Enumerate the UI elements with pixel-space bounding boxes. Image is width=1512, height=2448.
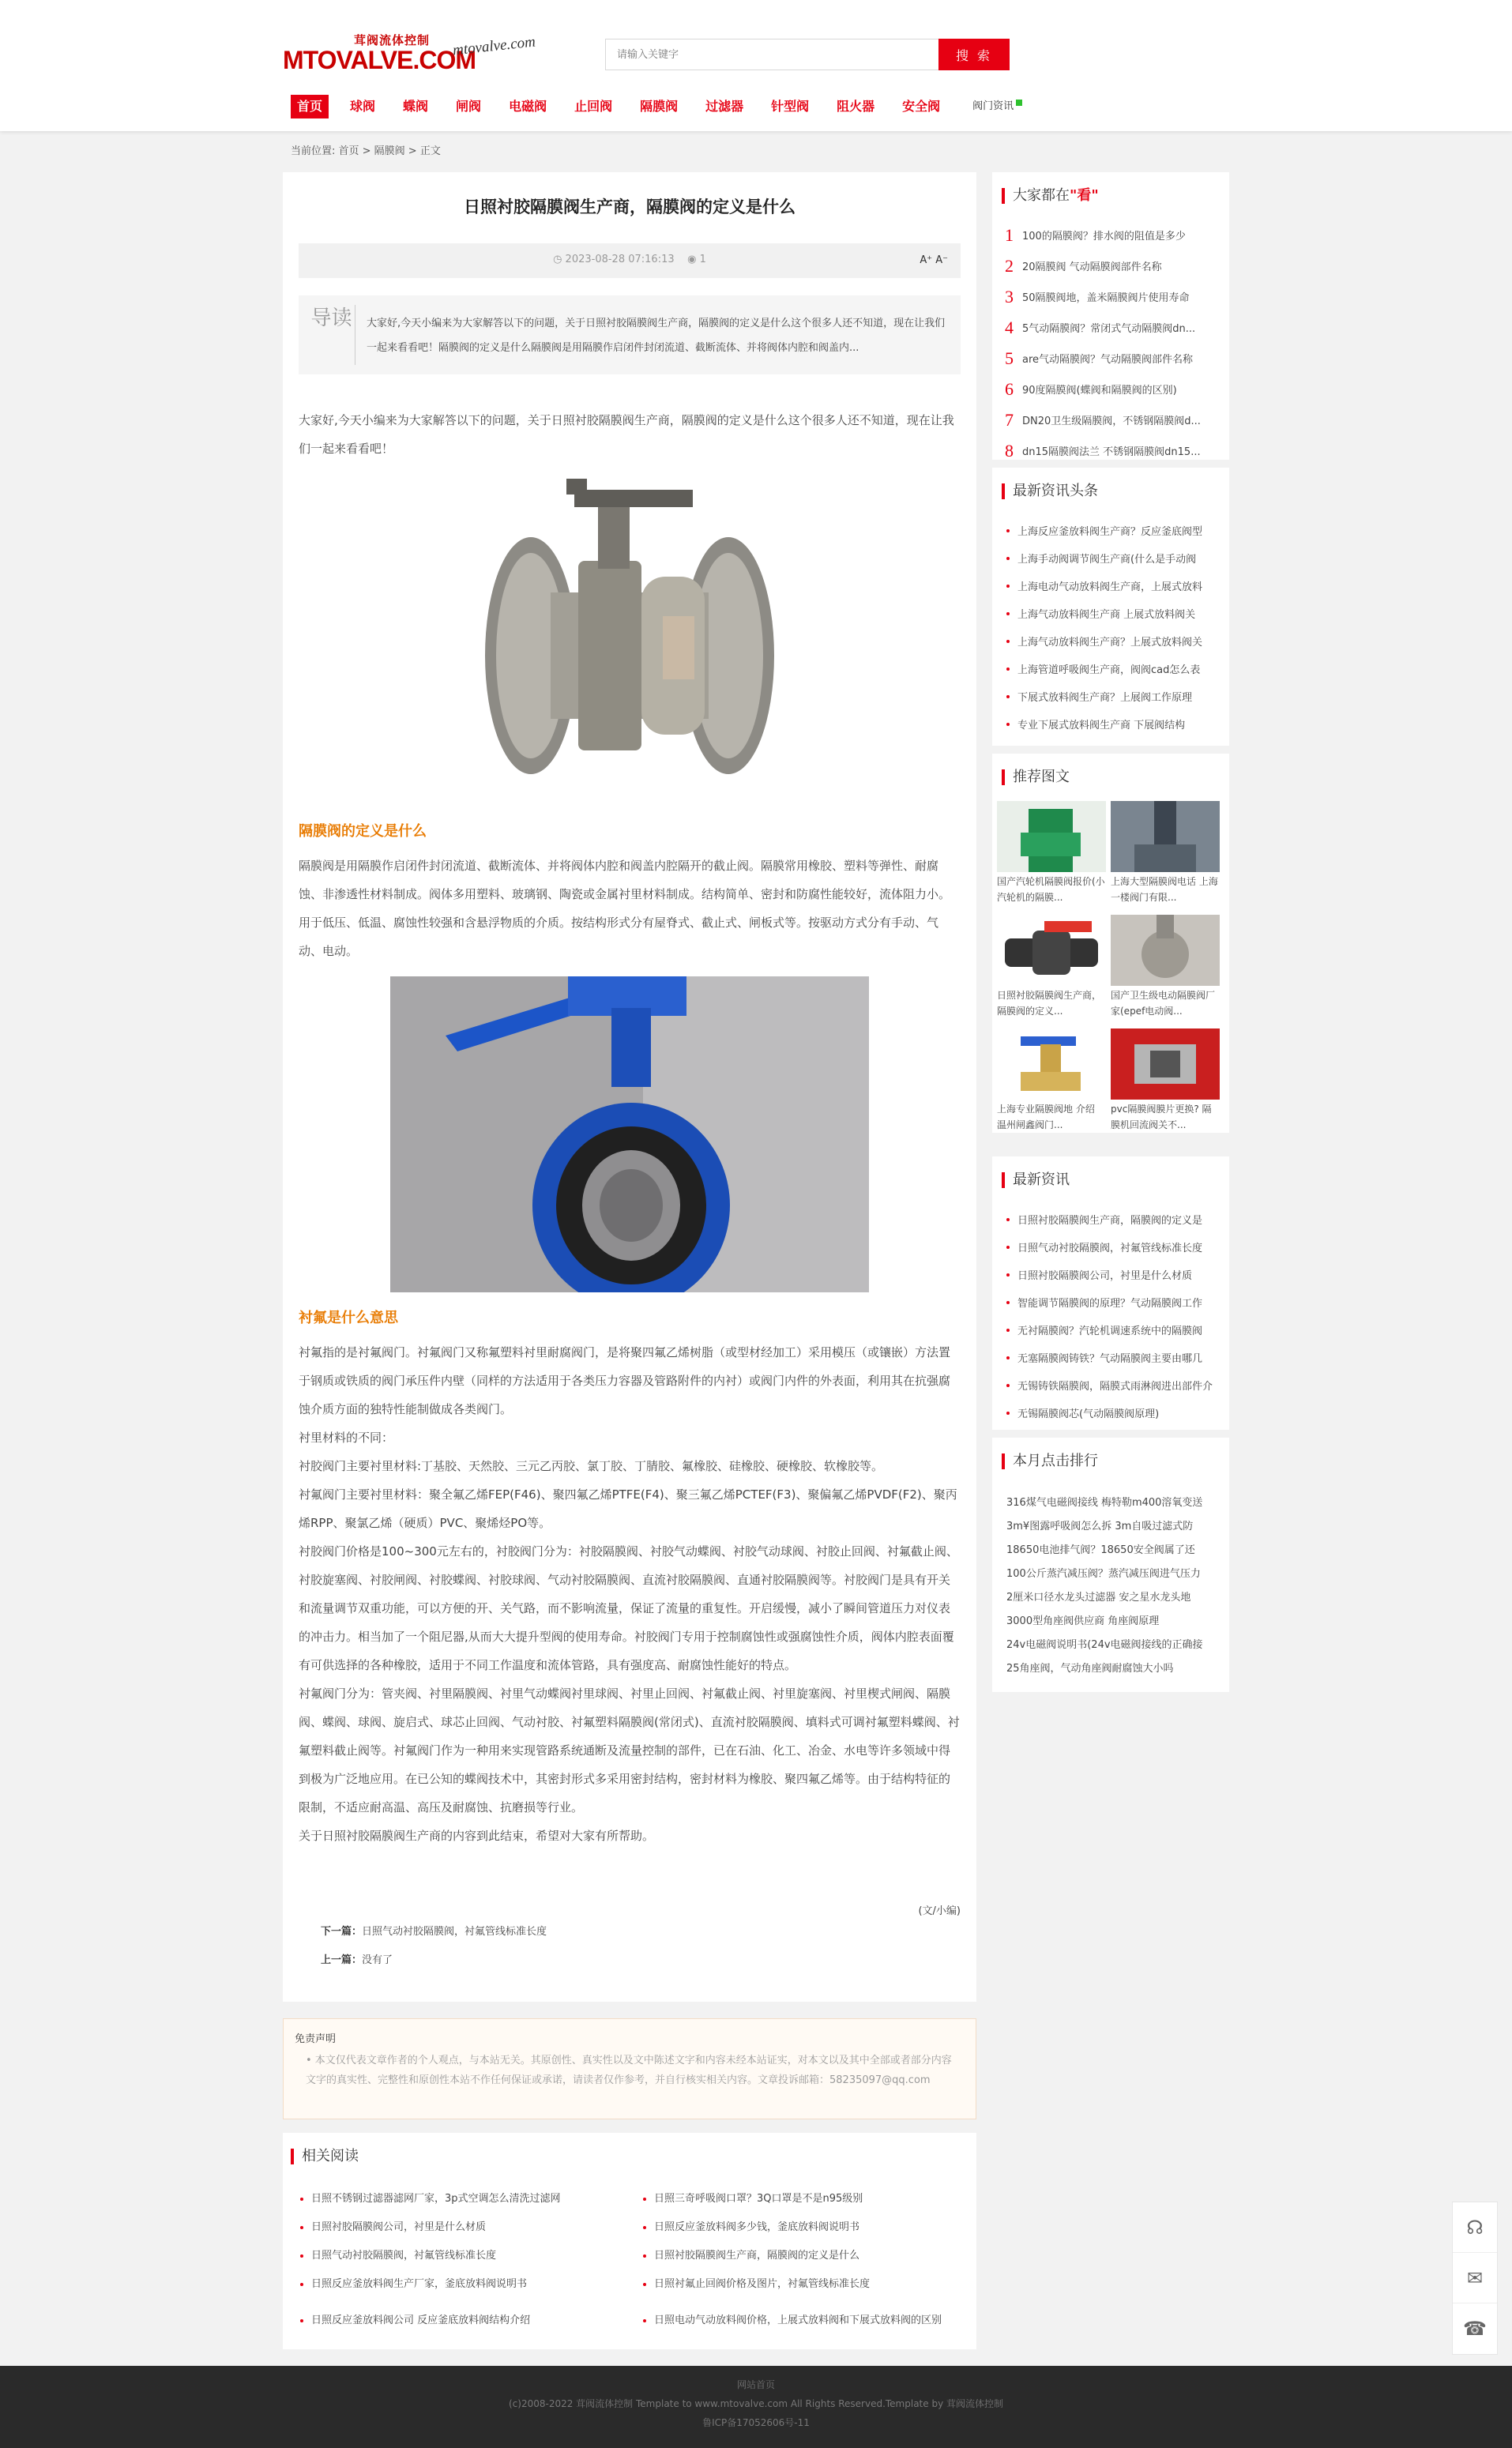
news-link[interactable]: 上海管道呼吸阀生产商，阀阀cad怎么表 [1017, 664, 1201, 676]
bullet-icon [1006, 1412, 1010, 1415]
article-date: 2023-08-28 07:16:13 [565, 254, 675, 265]
bullet-icon [1006, 557, 1010, 560]
bullet-icon [643, 2283, 646, 2286]
list-item[interactable] [1006, 1261, 1223, 1288]
list-item[interactable] [1006, 1371, 1223, 1399]
paragraph: 衬氟阀门分为：管夹阀、衬里隔膜阀、衬里气动蝶阀衬里球阀、衬里止回阀、衬氟截止阀、衬里旋塞阀、衬里楔式闸阀、隔膜阀、蝶阀、球阀、旋启式、球芯止回阀、气动衬胶、衬氟塑料隔膜阀(常闭式)、直流衬胶隔膜阀、填料式可调衬氟塑料蝶阀、衬氟塑料截止阀等。衬氟阀门作为一种用来实现管路系统通断及流量控制的部件，已在石油、化工、冶金、水电等许多领域中得到极为广泛地应用。在已公知的蝶阀技术中，其密封形式多采用密封结构，密封材料为橡胶、聚四氟乙烯等。由于结构特征的限制，不适应耐高温、高压及耐腐蚀、抗磨损等行业。 [299, 1687, 960, 1814]
related-list-right [643, 2185, 959, 2343]
news-link[interactable]: 上海反应釜放料阀生产商？反应釜底阀型 [1017, 526, 1203, 538]
related-link[interactable]: 日照反应釜放料阀生产厂家，釜底放料阀说明书 [311, 2278, 528, 2290]
bullet-icon [1006, 667, 1010, 671]
nav-item-diaphragm-valve[interactable]: 隔膜阀 [640, 99, 679, 114]
bullet-icon [1006, 1218, 1010, 1221]
headset-icon[interactable]: ☊ [1453, 2202, 1497, 2253]
rank-number: 8 [1005, 440, 1014, 461]
picture-caption: pvc隔膜阀膜片更换? 隔膜机回流阀关不... [1111, 1104, 1212, 1130]
related-link[interactable]: 日照不锈钢过滤器滤网厂家，3p式空调怎么清洗过滤网 [311, 2193, 561, 2205]
picture-card[interactable] [1111, 915, 1220, 1019]
picture-caption: 国产卫生级电动隔膜阀厂家(epef电动阀... [1111, 990, 1216, 1017]
list-item[interactable] [643, 2213, 959, 2242]
picture-caption: 日照衬胶隔膜阀生产商，隔膜阀的定义... [997, 990, 1102, 1017]
related-link[interactable]: 日照反应釜放料阀多少钱，釜底放料阀说明书 [654, 2221, 860, 2233]
new-badge-icon [1016, 100, 1022, 106]
rank-number: 6 [1005, 378, 1014, 399]
picture-caption: 国产汽轮机隔膜阀报价(小汽轮机的隔膜... [997, 876, 1105, 903]
list-item[interactable]: 25角座阀，气动角座阀耐腐蚀大小吗 [1006, 1663, 1174, 1675]
bullet-icon [300, 2319, 303, 2322]
sidebar-hot-title [1002, 188, 1099, 204]
related-link[interactable]: 日照衬氟止回阀价格及图片，衬氟管线标准长度 [654, 2278, 871, 2290]
hot-link[interactable]: 20隔膜阀 气动隔膜阀部件名称 [1022, 261, 1162, 273]
sidebar-hot [992, 172, 1229, 460]
picture-caption: 上海大型隔膜阀电话 上海一楼阀门有限... [1111, 876, 1218, 903]
rank-list [1006, 1491, 1223, 1681]
list-item[interactable] [300, 2213, 632, 2242]
bullet-icon [1006, 529, 1010, 532]
news-link[interactable]: 下展式放料阀生产商？上展阀工作原理 [1017, 692, 1193, 704]
floating-toolbar [1452, 2202, 1498, 2355]
list-item[interactable] [300, 2242, 632, 2270]
picture-thumb [1111, 801, 1220, 872]
bullet-icon [643, 2226, 646, 2229]
disclaimer-title: 免责声明 [295, 2033, 337, 2045]
list-item[interactable] [1005, 404, 1223, 435]
paragraph: 衬胶阀门主要衬里材料:丁基胶、天然胶、三元乙丙胶、氯丁胶、丁腈胶、氟橡胶、硅橡胶、硬橡胶、软橡胶等。 [299, 1459, 884, 1473]
bullet-icon [1006, 1329, 1010, 1332]
list-item[interactable] [1005, 374, 1223, 404]
bullet-icon [300, 2226, 303, 2229]
rank-number: 5 [1005, 348, 1014, 368]
bullet-icon [300, 2254, 303, 2258]
bullet-icon [1006, 640, 1010, 643]
bullet-icon [1006, 1246, 1010, 1249]
list-item[interactable] [1006, 517, 1223, 544]
list-item[interactable] [1005, 312, 1223, 343]
nav-item-gate-valve[interactable]: 闸阀 [456, 99, 482, 114]
font-size-toggle[interactable]: A⁺ A⁻ [920, 254, 948, 266]
list-item[interactable] [1005, 250, 1223, 281]
prev-label: 上一篇： [321, 1954, 363, 1966]
article-body [299, 406, 961, 1850]
related-link[interactable]: 日照衬胶隔膜阀生产商，隔膜阀的定义是什么 [654, 2250, 860, 2262]
related-link[interactable]: 日照衬胶隔膜阀公司，衬里是什么材质 [311, 2221, 487, 2233]
bullet-icon [1006, 1301, 1010, 1304]
prev-article-link[interactable]: 没有了 [362, 1954, 393, 1966]
picture-thumb [1111, 1028, 1220, 1100]
list-item[interactable] [300, 2299, 632, 2343]
latest-link[interactable]: 无塞隔膜阀铸铁？气动隔膜阀主要由哪几 [1017, 1353, 1203, 1365]
article-title: 日照衬胶隔膜阀生产商，隔膜阀的定义是什么 [464, 197, 795, 216]
eye-icon: ◉ [687, 254, 697, 265]
site-header [0, 0, 1512, 131]
logo-wordmark: MTOVALVE.COM [283, 46, 476, 74]
list-item[interactable] [643, 2299, 959, 2343]
list-item[interactable] [1006, 600, 1223, 627]
bullet-icon [1006, 1384, 1010, 1387]
nav-item-filter[interactable]: 过滤器 [705, 99, 744, 114]
list-item[interactable] [1005, 220, 1223, 250]
paragraph: 大家好,今天小编来为大家解答以下的问题，关于日照衬胶隔膜阀生产商，隔膜阀的定义是什么这个很多人还不知道，现在让我们一起来看看吧！ [299, 413, 954, 456]
search-button[interactable]: 搜 索 [938, 39, 1010, 70]
list-item[interactable] [1006, 627, 1223, 655]
paragraph: 衬氟阀门主要衬里材料：聚全氟乙烯FEP(F46)、聚四氟乙烯PTFE(F4)、聚三氟乙烯PCTEF(F3)、聚偏氟乙烯PVDF(F2)、聚丙烯RPP、聚氯乙烯（硬质）PVC、聚烯烃PO等。 [299, 1487, 957, 1530]
nav-item-safety-valve[interactable]: 安全阀 [902, 99, 941, 114]
article-views: 1 [699, 254, 706, 265]
paragraph: 衬氟指的是衬氟阀门。衬氟阀门又称氟塑料衬里耐腐阀门，是将聚四氟乙烯树脂（或型材经加工）采用模压（或镶嵌）方法置于钢质或铁质的阀门承压件内壁（同样的方法适用于各类压力容器及管路附件的内衬）或阀门内件的外表面，利用其在抗强腐蚀介质方面的独特性能制做成各类阀门。 [299, 1345, 951, 1416]
list-item[interactable] [1005, 343, 1223, 374]
nav-item-valve-news-label: 阀门资讯 [972, 100, 1014, 112]
list-item[interactable] [1006, 710, 1223, 738]
latest-link[interactable]: 日照衬胶隔膜阀公司，衬里是什么材质 [1017, 1270, 1193, 1282]
rank-number: 4 [1005, 317, 1014, 337]
list-item[interactable] [1006, 655, 1223, 683]
rank-number: 7 [1005, 409, 1014, 430]
list-item[interactable] [300, 2270, 632, 2299]
bullet-icon [643, 2198, 646, 2201]
clock-icon: ◷ [553, 254, 562, 265]
footer-icp[interactable]: 鲁ICP备17052606号-11 [702, 2417, 810, 2428]
latest-link[interactable]: 智能调节隔膜阀的原理？气动隔膜阀工作 [1017, 1298, 1203, 1310]
picture-card[interactable] [1111, 801, 1220, 905]
list-item[interactable] [643, 2270, 959, 2299]
related-link[interactable]: 日照三奇呼吸阀口罩？3Q口罩是不是n95级别 [654, 2193, 863, 2205]
sidebar-pics-title: 推荐图文 [1002, 769, 1070, 785]
bullet-icon [1006, 723, 1010, 726]
picture-thumb [997, 801, 1106, 872]
list-item[interactable] [1005, 281, 1223, 312]
sidebar-rank-title: 本月点击排行 [1002, 1453, 1098, 1469]
disclaimer-text: • 本文仅代表文章作者的个人观点，与本站无关。其原创性、真实性以及文中陈述文字和内容未经本站证实，对本文以及其中全部或者部分内容文字的真实性、完整性和原创性本站不作任何保证或承诺，请读者仅作参考，并自行核实相关内容。文章投诉邮箱：58235097@qq.com [306, 2055, 952, 2086]
list-item[interactable] [643, 2242, 959, 2270]
bullet-icon [1006, 612, 1010, 615]
latest-link[interactable]: 日照衬胶隔膜阀生产商，隔膜阀的定义是 [1017, 1215, 1203, 1227]
nav-item-flame-arrester[interactable]: 阻火器 [837, 99, 875, 114]
footer-copyright: (c)2008-2022 茸阀流体控制 Template to www.mtovalve.com All Rights Reserved.Template by 茸阀流体控制 [509, 2398, 1003, 2409]
lead-text: 大家好,今天小编来为大家解答以下的问题，关于日照衬胶隔膜阀生产商，隔膜阀的定义是什么这个很多人还不知道，现在让我们一起来看看吧！隔膜阀的定义是什么隔膜阀是用隔膜作启闭件封闭流道、截断流体、并将阀体内腔和阀盖内... [367, 318, 946, 354]
nav-item-needle-valve[interactable]: 针型阀 [771, 99, 810, 114]
latest-link[interactable]: 无衬隔膜阀？汽轮机调速系统中的隔膜阀 [1017, 1326, 1203, 1337]
rank-number: 1 [1005, 224, 1014, 245]
related-link[interactable]: 日照电动气动放料阀价格，上展式放料阀和下展式放料阀的区别 [654, 2315, 942, 2326]
list-item[interactable] [643, 2185, 959, 2213]
list-item[interactable]: 2厘米口径水龙头过滤器 安之星水龙头地 [1006, 1592, 1191, 1604]
nav-item-valve-news[interactable] [966, 95, 1029, 118]
rank-number: 3 [1005, 286, 1014, 306]
next-label: 下一篇： [321, 1926, 363, 1938]
list-item[interactable] [1005, 435, 1223, 466]
bullet-icon [643, 2319, 646, 2322]
section-heading: 隔膜阀的定义是什么 [299, 823, 427, 840]
site-footer [0, 2366, 1512, 2448]
list-item[interactable] [1006, 1233, 1223, 1261]
bullet-icon [1006, 585, 1010, 588]
paragraph: 关于日照衬胶隔膜阀生产商的内容到此结束，希望对大家有所帮助。 [299, 1829, 655, 1843]
sidebar-pictures [992, 754, 1229, 1133]
hot-link[interactable]: dn15隔膜阀法兰 不锈钢隔膜阀dn15... [1022, 446, 1201, 458]
news-link[interactable]: 上海气动放料阀生产商？上展式放料阀关 [1017, 637, 1203, 649]
wechat-icon[interactable]: ✉ [1453, 2253, 1497, 2303]
disclaimer-box [283, 2018, 976, 2119]
butterfly-valve-image [390, 976, 869, 1292]
sidebar-news [992, 468, 1229, 746]
sidebar-hot-title-highlight: "看" [1070, 187, 1099, 204]
news-link[interactable]: 上海气动放料阀生产商 上展式放料阀关 [1017, 609, 1196, 621]
related-reading [283, 2133, 976, 2349]
latest-list [1006, 1205, 1223, 1427]
list-item[interactable]: 316煤气电磁阀接线 梅特勒m400溶氧变送 [1006, 1497, 1203, 1509]
hot-list [1005, 220, 1223, 466]
latest-link[interactable]: 日照气动衬胶隔膜阀，衬氟管线标准长度 [1017, 1243, 1203, 1254]
list-item[interactable]: 3m¥图露呼吸阀怎么拆 3m自吸过滤式防 [1006, 1521, 1194, 1532]
footer-home-link[interactable]: 网站首页 [736, 2379, 775, 2390]
rank-number: 2 [1005, 255, 1014, 276]
list-item[interactable]: 18650电池排气阀？18650安全阀属了还 [1006, 1544, 1195, 1556]
latest-link[interactable]: 无锡铸铁隔膜阀，隔膜式雨淋阀进出部件介 [1017, 1381, 1213, 1393]
news-link[interactable]: 专业下展式放料阀生产商 下展阀结构 [1017, 720, 1186, 731]
list-item[interactable] [1006, 683, 1223, 710]
related-link[interactable]: 日照反应釜放料阀公司 反应釜底放料阀结构介绍 [311, 2315, 531, 2326]
sidebar-news-title: 最新资讯头条 [1002, 483, 1098, 499]
picture-thumb [1111, 915, 1220, 986]
paragraph: 隔膜阀是用隔膜作启闭件封闭流道、截断流体、并将阀体内腔和阀盖内腔隔开的截止阀。隔膜常用橡胶、塑料等弹性、耐腐蚀、非渗透性材料制成。阀体多用塑料、玻璃钢、陶瓷或金属衬里材料制成。结构简单、密封和防腐性能较好，流体阻力小。用于低压、低温、腐蚀性较强和含悬浮物质的介质。按结构形式分有屋脊式、截止式、闸板式等。按驱动方式分有手动、气动、电动。 [299, 859, 951, 958]
bullet-icon [300, 2198, 303, 2201]
lead-mark: 导读 [308, 305, 355, 365]
search-input[interactable] [605, 39, 940, 70]
hot-link[interactable]: 100的隔膜阀？排水阀的阻值是多少 [1022, 231, 1186, 243]
list-item[interactable]: 24v电磁阀说明书(24v电磁阀接线的正确接 [1006, 1639, 1203, 1651]
list-item[interactable] [1006, 572, 1223, 600]
list-item[interactable] [300, 2185, 632, 2213]
bullet-icon [1006, 1356, 1010, 1359]
list-item[interactable] [1006, 1205, 1223, 1233]
site-logo[interactable] [283, 32, 567, 79]
search-bar [605, 39, 1010, 70]
nav-item-home[interactable]: 首页 [291, 95, 329, 118]
hot-link[interactable]: 5气动隔膜阀？常闭式气动隔膜阀dn... [1022, 323, 1196, 335]
nav-item-solenoid-valve[interactable]: 电磁阀 [509, 99, 547, 114]
sidebar-latest [992, 1156, 1229, 1430]
list-item[interactable] [1006, 1399, 1223, 1427]
picture-card[interactable] [997, 801, 1106, 905]
breadcrumb: 当前位置: 首页 > 隔膜阀 > 正文 [291, 145, 441, 157]
article-panel [283, 172, 976, 2002]
prev-next-nav [321, 1918, 547, 1975]
list-item[interactable]: 100公斤蒸汽减压阀？蒸汽减压阀进气压力 [1006, 1568, 1201, 1580]
bullet-icon [1006, 695, 1010, 698]
bullet-icon [643, 2254, 646, 2258]
news-list [1006, 517, 1223, 738]
picture-caption: 上海专业隔膜阀地 介绍 温州闸鑫阀门... [997, 1104, 1095, 1130]
article-lead [299, 295, 961, 374]
picture-card[interactable] [1111, 1028, 1220, 1133]
phone-icon[interactable]: ☎ [1463, 2318, 1487, 2340]
related-link[interactable]: 日照气动衬胶隔膜阀，衬氟管线标准长度 [311, 2250, 497, 2262]
picture-thumb [997, 915, 1106, 986]
section-heading: 衬氟是什么意思 [299, 1310, 398, 1326]
hot-link[interactable]: DN20卫生级隔膜阀，不锈钢隔膜阀d... [1022, 416, 1201, 427]
main-nav [291, 93, 1044, 120]
picture-card[interactable] [997, 1028, 1106, 1133]
article-meta [299, 243, 961, 278]
hot-link[interactable]: 50隔膜阀地，盖米隔膜阀片使用寿命 [1022, 292, 1190, 304]
next-article-link[interactable]: 日照气动衬胶隔膜阀，衬氟管线标准长度 [362, 1926, 547, 1938]
paragraph: 衬胶阀门价格是100~300元左右的，衬胶阀门分为：衬胶隔膜阀、衬胶气动蝶阀、衬胶气动球阀、衬胶止回阀、衬氟截止阀、衬胶旋塞阀、衬胶闸阀、衬胶蝶阀、衬胶球阀、气动衬胶隔膜阀、直流衬胶隔膜阀、直通衬胶隔膜阀等。衬胶阀门是具有开关和流量调节双重功能，可以方便的开、关气路，而不影响流量，保证了流量的重复性。开启缓慢，减小了瞬间管道压力对仪表的冲击力。相当加了一个阻尼器,从而大大提升型阀的使用寿命。衬胶阀门专用于控制腐蚀性或强腐蚀性介质，阀体内腔表面覆有可供选择的各种橡胶，适用于不同工作温度和流体管路，具有强度高、耐腐蚀性能好的特点。 [299, 1544, 958, 1672]
article-meta-info [299, 254, 961, 265]
news-link[interactable]: 上海手动阀调节阀生产商(什么是手动阀 [1017, 554, 1197, 566]
picture-card[interactable] [997, 915, 1106, 1019]
news-link[interactable]: 上海电动气动放料阀生产商，上展式放料 [1017, 581, 1203, 593]
sidebar-latest-title: 最新资讯 [1002, 1172, 1070, 1188]
nav-item-check-valve[interactable]: 止回阀 [574, 99, 613, 114]
list-item[interactable] [1006, 1316, 1223, 1344]
hot-link[interactable]: 90度隔膜阀(蝶阀和隔膜阀的区别) [1022, 385, 1177, 397]
hot-link[interactable]: are气动隔膜阀？气动隔膜阀部件名称 [1022, 354, 1194, 366]
ball-valve-image [480, 474, 780, 806]
related-title: 相关阅读 [291, 2149, 359, 2164]
bullet-icon [1006, 1273, 1010, 1277]
logo-subtitle: 茸阀流体控制 [354, 33, 431, 47]
list-item[interactable] [1006, 1344, 1223, 1371]
nav-item-butterfly-valve[interactable]: 蝶阀 [403, 99, 429, 114]
sidebar-hot-title-text: 大家都在 [1013, 187, 1070, 204]
bullet-icon [300, 2283, 303, 2286]
latest-link[interactable]: 无锡隔膜阀芯(气动隔膜阀原理) [1017, 1408, 1160, 1420]
paragraph: 衬里材料的不同： [299, 1431, 394, 1445]
logo-url: mtovalve.com [452, 33, 536, 59]
nav-item-ball-valve[interactable]: 球阀 [350, 99, 376, 114]
related-list-left [300, 2185, 632, 2343]
sidebar-rank [992, 1438, 1229, 1692]
article-author: (文/小编) [918, 1905, 961, 1917]
list-item[interactable] [1006, 544, 1223, 572]
list-item[interactable] [1006, 1288, 1223, 1316]
list-item[interactable]: 3000型角座阀供应商 角座阀原理 [1006, 1615, 1160, 1627]
picture-thumb [997, 1028, 1106, 1100]
